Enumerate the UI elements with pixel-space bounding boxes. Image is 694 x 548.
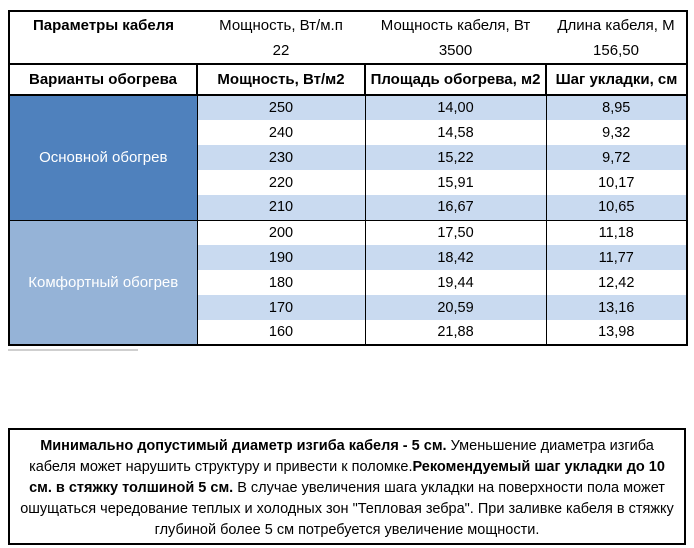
cell-power-density: 250 — [197, 95, 365, 120]
cell-power-density: 220 — [197, 170, 365, 195]
power-density-header: Мощность, Вт/м2 — [197, 64, 365, 95]
cell-heating-area: 19,44 — [365, 270, 546, 295]
cable-power-header: Мощность кабеля, Вт — [380, 16, 531, 34]
cell-laying-step: 9,72 — [546, 145, 687, 170]
table-shadow-line — [8, 349, 138, 351]
cell-power-density: 230 — [197, 145, 365, 170]
cable-length-value: 156,50 — [546, 38, 687, 64]
params-empty-cell — [9, 38, 197, 64]
data-section — [9, 95, 687, 345]
power-per-m-value: 22 — [197, 38, 365, 64]
cell-laying-step: 9,32 — [546, 120, 687, 145]
cell-power-density: 190 — [197, 245, 365, 270]
cell-power-density: 180 — [197, 270, 365, 295]
note-text: Минимально допустимый диаметр изгиба кабеля - 5 см. Уменьшение диаметра изгиба кабеля может нарушить структуру и привести к поломке.Рекомендуемый шаг укладки до 10 см. в стяжку толшиной 5 см. В случае увеличения шага укладки на поверхности пола может ошущаться чередование теплых и холодных зон "Тепловая зебра". При заливке кабеля в стяжку глубиной более 5 см потребуется увеличение мощности. — [20, 438, 674, 538]
cell-laying-step: 12,42 — [546, 270, 687, 295]
table-row — [9, 95, 687, 120]
params-header-row — [9, 11, 687, 38]
power-per-m-header: Мощность, Вт/м.п — [219, 16, 343, 34]
cell-laying-step: 13,98 — [546, 320, 687, 345]
cell-heating-area: 16,67 — [365, 195, 546, 220]
cell-laying-step: 13,16 — [546, 295, 687, 320]
cell-power-density: 200 — [197, 220, 365, 245]
cell-heating-area: 20,59 — [365, 295, 546, 320]
cell-laying-step: 8,95 — [546, 95, 687, 120]
laying-step-header: Шаг укладки, см — [546, 64, 687, 95]
cell-power-density: 240 — [197, 120, 365, 145]
cell-power-density: 210 — [197, 195, 365, 220]
cable-length-header: Длина кабеля, М — [557, 16, 675, 34]
cell-laying-step: 10,65 — [546, 195, 687, 220]
cable-power-value: 3500 — [365, 38, 546, 64]
group-label: Комфортный обогрев — [9, 220, 197, 345]
cell-laying-step: 11,77 — [546, 245, 687, 270]
note-box — [8, 428, 686, 545]
variants-title: Варианты обогрева — [9, 64, 197, 95]
heating-area-header: Площадь обогрева, м2 — [365, 64, 546, 95]
cable-parameters-table — [8, 10, 688, 346]
table-row — [9, 220, 687, 245]
cell-heating-area: 14,00 — [365, 95, 546, 120]
params-values-row — [9, 38, 687, 64]
cell-heating-area: 15,91 — [365, 170, 546, 195]
group-label: Основной обогрев — [9, 95, 197, 220]
cell-heating-area: 17,50 — [365, 220, 546, 245]
cell-laying-step: 11,18 — [546, 220, 687, 245]
params-section — [9, 11, 687, 95]
cell-power-density: 160 — [197, 320, 365, 345]
params-title: Параметры кабеля — [32, 16, 175, 34]
cell-heating-area: 15,22 — [365, 145, 546, 170]
cell-heating-area: 21,88 — [365, 320, 546, 345]
cell-heating-area: 14,58 — [365, 120, 546, 145]
cell-laying-step: 10,17 — [546, 170, 687, 195]
cell-heating-area: 18,42 — [365, 245, 546, 270]
variants-header-row — [9, 64, 687, 95]
cell-power-density: 170 — [197, 295, 365, 320]
